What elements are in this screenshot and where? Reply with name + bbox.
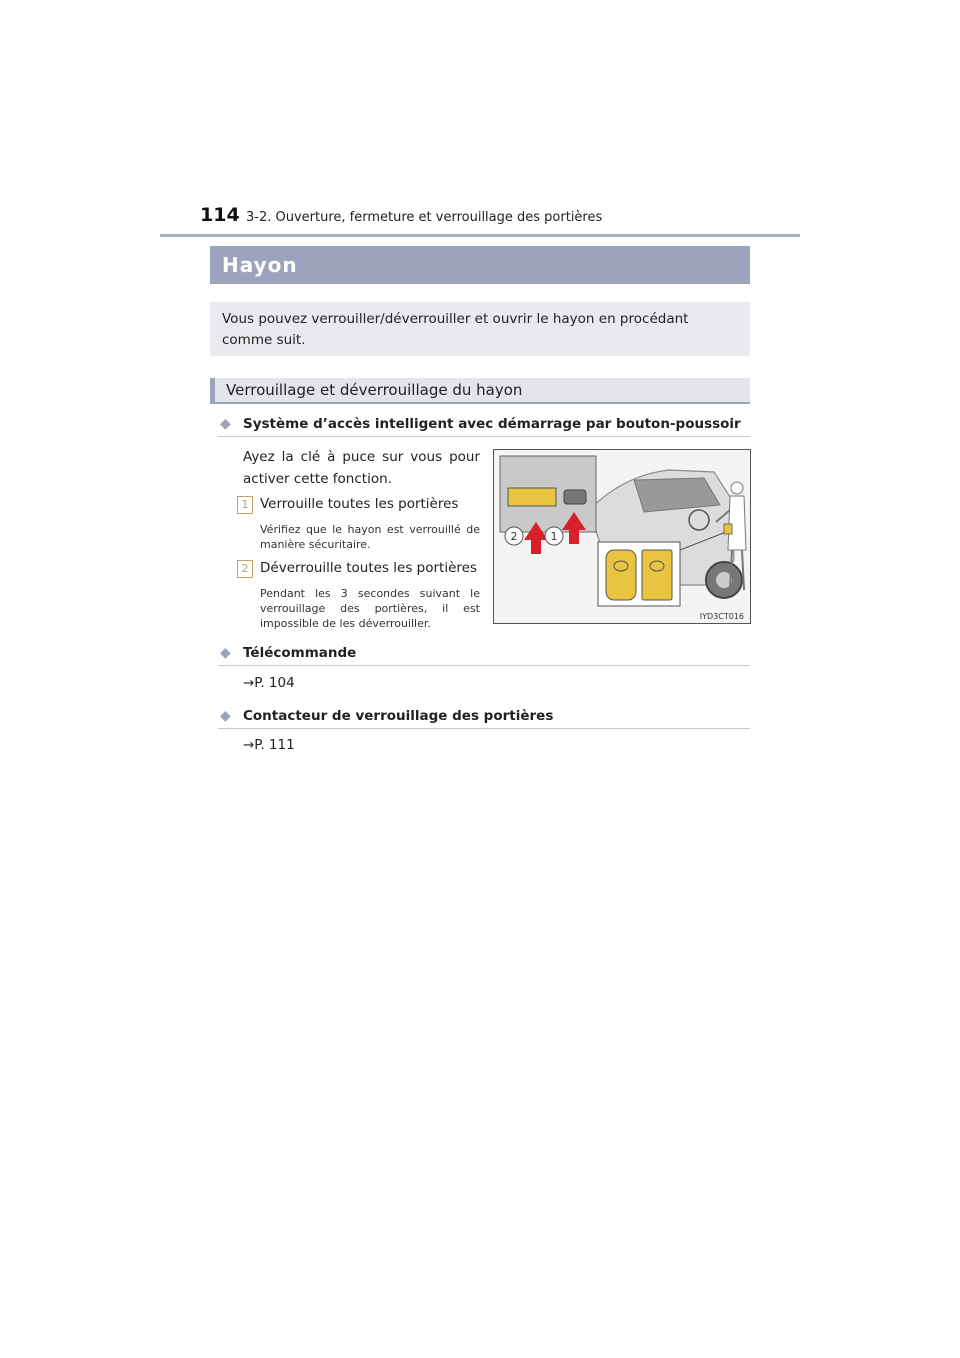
section-breadcrumb: 3-2. Ouverture, fermeture et verrouillage des portières: [246, 210, 603, 225]
smart-access-heading-text: Système d’accès intelligent avec démarrage par bouton-poussoir: [243, 416, 741, 432]
door-switch-page-ref[interactable]: →P. 111: [243, 737, 295, 753]
smart-key-1: [606, 550, 636, 600]
remote-heading-text: Télécommande: [243, 645, 357, 661]
item-number-1: 1: [237, 496, 253, 514]
diamond-bullet-icon: ◆: [220, 645, 231, 661]
page-header: [160, 204, 800, 237]
intro-text: Vous pouvez verrouiller/déverrouiller et ouvrir le hayon en procédant comme suit.: [222, 311, 689, 348]
smart-access-heading: [218, 414, 750, 437]
page-title-bar: [210, 246, 750, 284]
item-note-1: Vérifiez que le hayon est verrouillé de manière sécuritaire.: [260, 523, 480, 551]
figure-code: IYD3CT016: [699, 612, 744, 621]
remote-heading: [218, 643, 750, 666]
diamond-bullet-icon: ◆: [220, 416, 231, 432]
smart-access-body: Ayez la clé à puce sur vous pour activer cette fonction.: [243, 449, 480, 487]
item-text-1: Verrouille toutes les portières: [260, 496, 459, 512]
callout-1: 1: [550, 530, 558, 543]
page-title: Hayon: [222, 253, 298, 277]
remote-page-ref[interactable]: →P. 104: [243, 675, 295, 691]
diamond-bullet-icon: ◆: [220, 708, 231, 724]
callout-2: 2: [510, 530, 518, 543]
tailgate-illustration: [493, 449, 751, 624]
subheading-bar: [210, 378, 750, 404]
door-switch-heading-text: Contacteur de verrouillage des portières: [243, 708, 554, 724]
item-text-2: Déverrouille toutes les portières: [260, 560, 477, 576]
tailgate-illustration-svg: [494, 450, 750, 623]
door-switch-heading: [218, 706, 750, 729]
intro-box: [210, 302, 750, 356]
subheading-text: Verrouillage et déverrouillage du hayon: [226, 381, 523, 399]
page-number: 114: [200, 204, 240, 226]
item-number-2: 2: [237, 560, 253, 578]
item-note-2: Pendant les 3 secondes suivant le verrouillage des portières, il est impossible de les déverrouiller.: [260, 587, 480, 630]
smart-key-2: [642, 550, 672, 600]
